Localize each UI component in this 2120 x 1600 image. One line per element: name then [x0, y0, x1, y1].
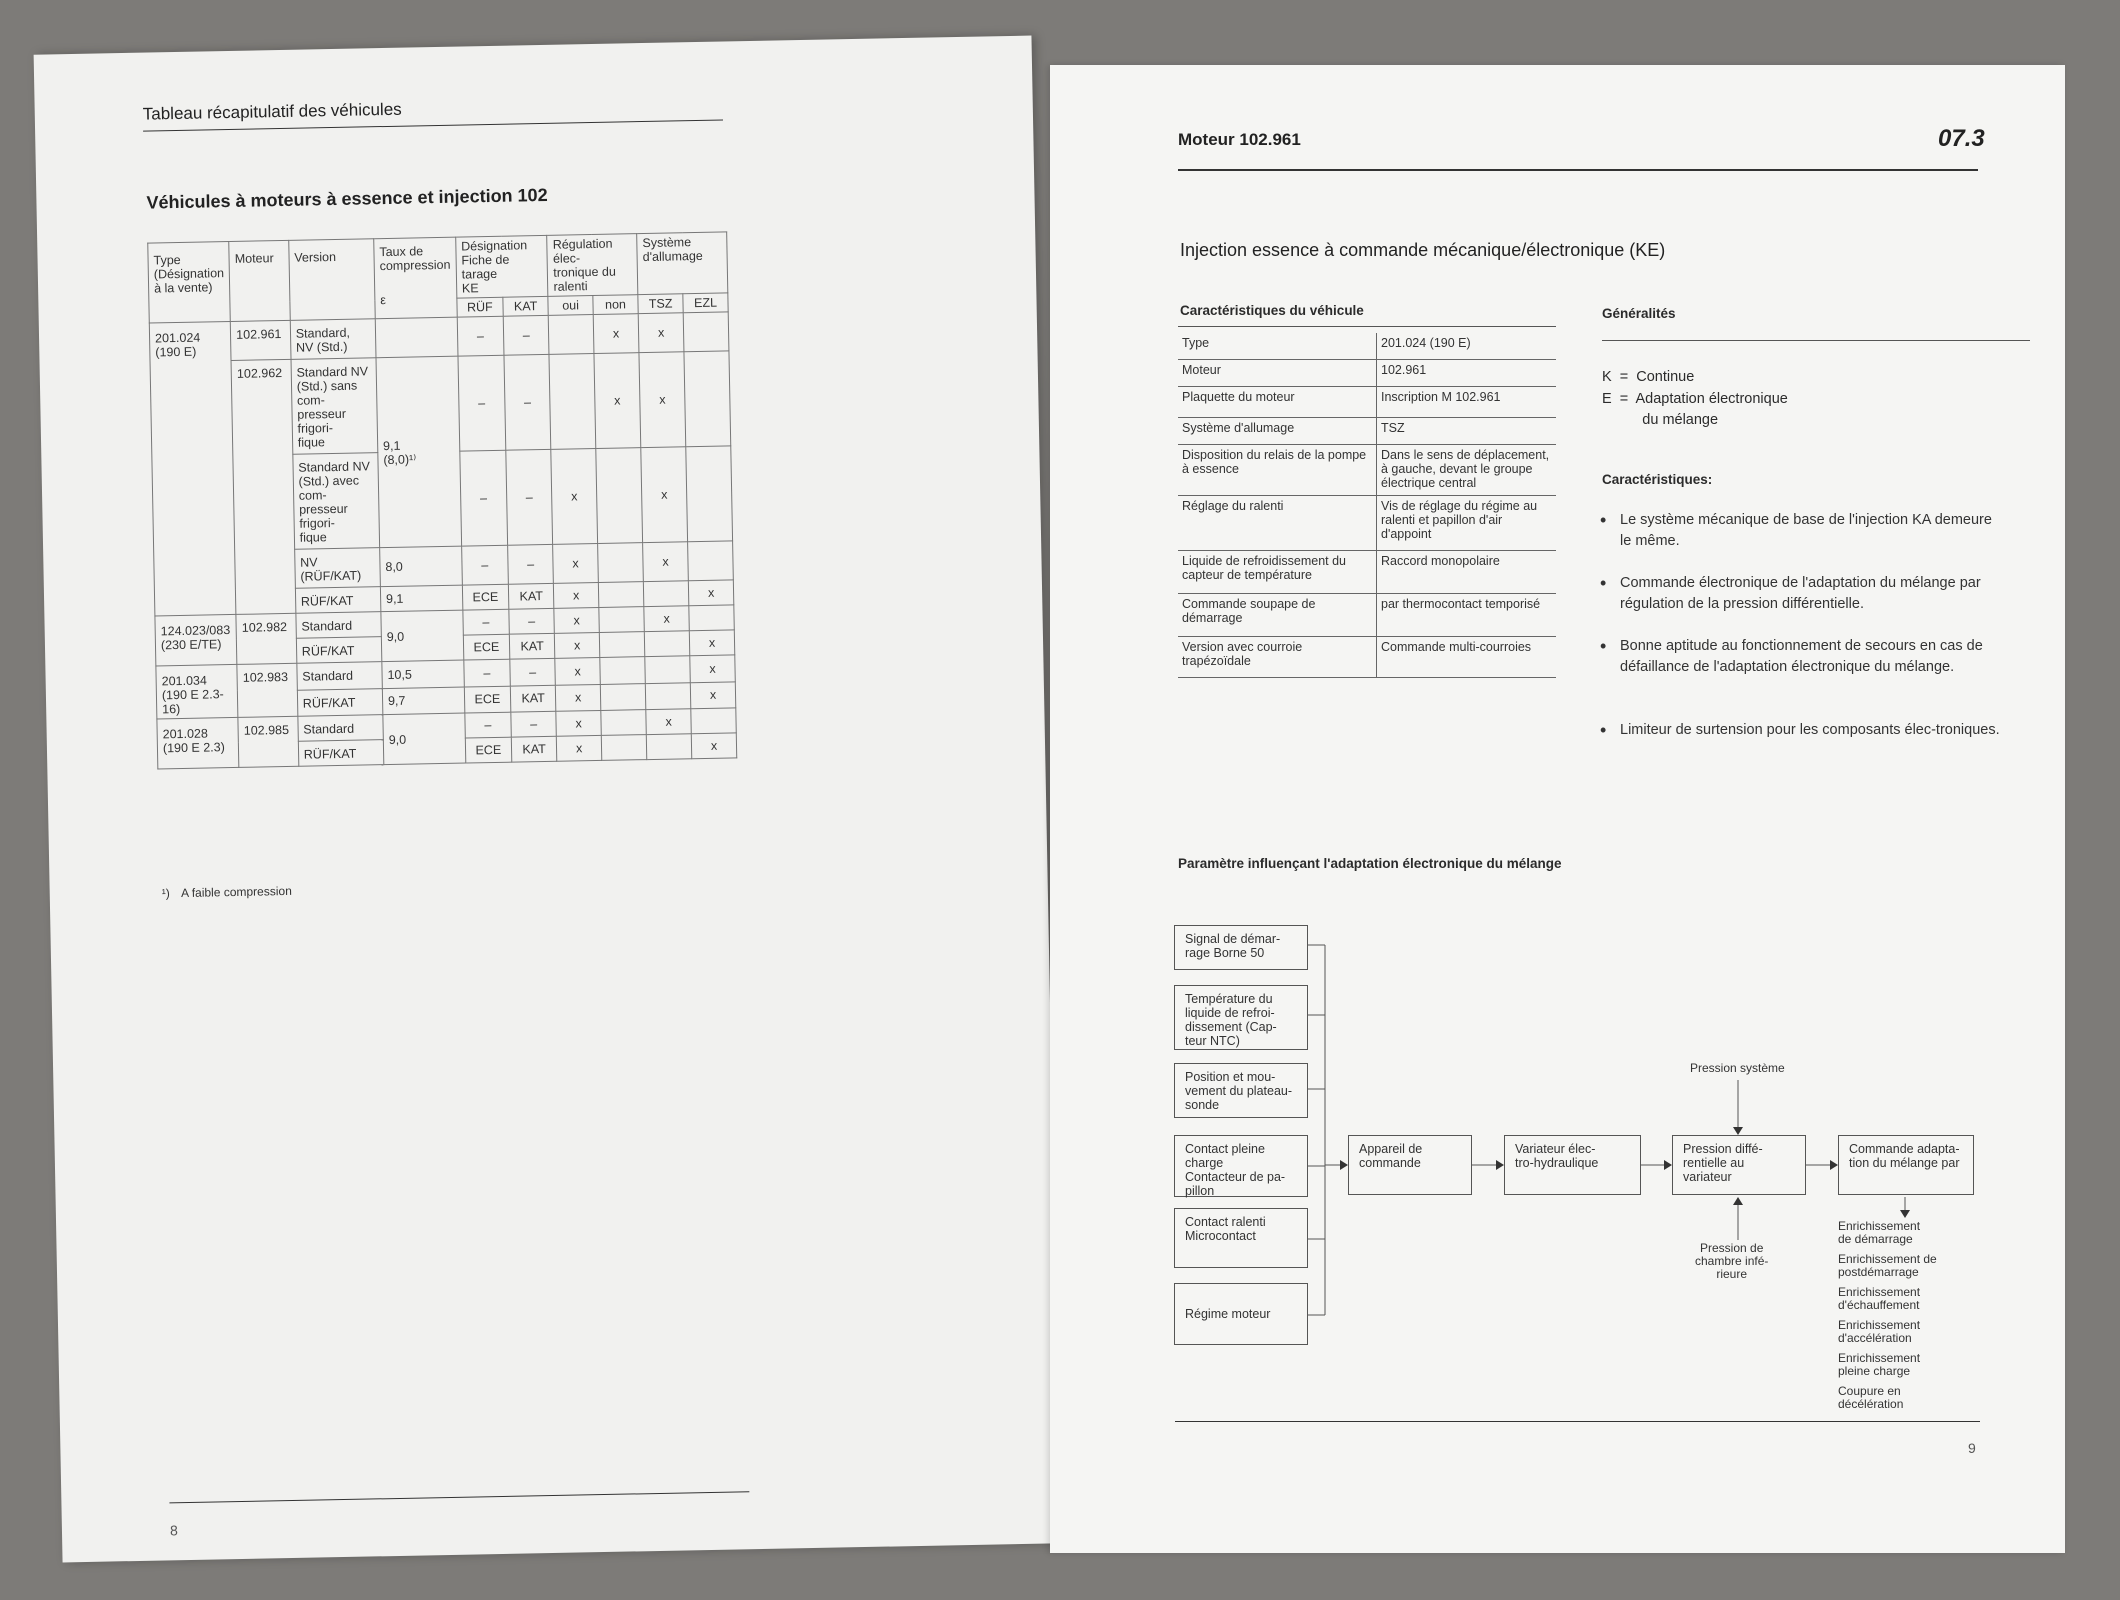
right-header: Moteur 102.961 — [1178, 130, 1301, 149]
char-value: Inscription M 102.961 — [1377, 387, 1557, 418]
cell-type: 201.034 (190 E 2.3-16) — [156, 664, 238, 719]
char-value: Commande multi-courroies — [1377, 637, 1557, 678]
char-key: Moteur — [1178, 360, 1377, 387]
cell-ruf: – — [458, 355, 506, 451]
cell-ruf: – — [463, 609, 510, 635]
right-page — [1050, 65, 2065, 1553]
char-key: Type — [1178, 333, 1377, 360]
output-item: Enrichissement pleine charge — [1838, 1351, 1921, 1378]
char-value: Vis de réglage du régime au ralenti et papillon d'air d'appoint — [1377, 496, 1557, 551]
gen-k: K = Continue — [1602, 369, 1695, 385]
cell-tsz: x — [638, 313, 684, 353]
cell-version: Standard NV (Std.) sans com- presseur frigori- fique — [291, 358, 378, 455]
char-key: Réglage du ralenti — [1178, 496, 1377, 551]
cell-non — [599, 607, 645, 633]
cell-kat: – — [511, 711, 557, 737]
chain-box: Variateur élec- tro-hydraulique — [1504, 1135, 1641, 1195]
cell-kat: – — [506, 449, 553, 545]
cell-non — [597, 543, 643, 583]
input-box: Régime moteur — [1174, 1283, 1308, 1345]
input-box: Température du liquide de refroi- dissement (Cap- teur NTC) — [1174, 985, 1308, 1050]
col-type-header: Type (Désignation à la vente) — [148, 242, 231, 324]
cell-tsz — [643, 581, 688, 607]
col-version-header: Version — [288, 239, 375, 321]
cell-taux: 9,0 — [381, 610, 464, 662]
char-key: Liquide de refroidissement du capteur de température — [1178, 551, 1377, 594]
cell-taux: 10,5 — [382, 660, 464, 688]
cell-kat: KAT — [508, 583, 554, 609]
left-page-number: 8 — [169, 1522, 178, 1539]
bullet-dot: • — [1600, 510, 1607, 530]
output-item: Enrichissement de démarrage — [1838, 1219, 1921, 1246]
right-footer-rule — [1175, 1421, 1980, 1422]
cell-oui: x — [555, 657, 600, 684]
cell-oui: x — [553, 543, 598, 583]
cell-version: Standard — [298, 715, 384, 742]
col-tsz-header: TSZ — [638, 294, 683, 314]
cell-non — [601, 710, 647, 736]
cell-kat: – — [504, 354, 551, 450]
input-box: Contact ralenti Microcontact — [1174, 1208, 1308, 1268]
cell-kat: KAT — [509, 633, 555, 659]
cell-motor: 102.982 — [236, 613, 296, 664]
cell-motor: 102.985 — [238, 716, 298, 767]
bullet-dot: • — [1600, 636, 1607, 656]
table-row — [150, 351, 731, 457]
col-desig-header: Désignation Fiche de tarage KE — [455, 235, 548, 298]
pression-systeme: Pression système — [1690, 1061, 1785, 1075]
cell-non — [596, 448, 643, 544]
cell-ezl: x — [690, 655, 735, 682]
cell-version: RÜF/KAT — [297, 688, 383, 716]
char-key: Système d'allumage — [1178, 418, 1377, 445]
cell-non: x — [594, 353, 641, 449]
vehicle-table-body — [149, 312, 736, 769]
vehicle-table — [147, 231, 737, 769]
output-item: Coupure en décélération — [1838, 1384, 1904, 1411]
char-key: Commande soupape de démarrage — [1178, 594, 1377, 637]
cell-kat: – — [503, 315, 549, 355]
bullet-text: Le système mécanique de base de l'injection KA demeure le même. — [1620, 512, 1992, 549]
cell-kat: KAT — [510, 685, 556, 712]
cell-tsz — [645, 682, 691, 709]
bullet-dot: • — [1600, 573, 1607, 593]
cell-tsz: x — [641, 447, 688, 543]
cell-taux: 9,7 — [382, 687, 464, 715]
input-box: Position et mou- vement du plateau- sonde — [1174, 1063, 1308, 1118]
char-key: Version avec courroie trapézoïdale — [1178, 637, 1377, 678]
right-title: Injection essence à commande mécanique/électronique (KE) — [1180, 240, 1666, 260]
cell-oui: x — [556, 684, 601, 711]
chain-box: Appareil de commande — [1348, 1135, 1472, 1195]
output-item: Enrichissement de postdémarrage — [1838, 1252, 1937, 1279]
cell-version: Standard, NV (Std.) — [290, 319, 376, 360]
cell-taux: 9,1 (8,0)¹⁾ — [376, 356, 462, 548]
cell-taux — [375, 317, 458, 358]
cell-oui: x — [556, 710, 601, 736]
carac-title: Caractéristiques: — [1602, 472, 1713, 487]
cell-version: Standard NV (Std.) avec com- presseur frigori- fique — [293, 453, 380, 550]
cell-ruf: ECE — [463, 634, 510, 660]
cell-ezl — [689, 605, 734, 631]
cell-ezl: x — [689, 630, 734, 656]
cell-non: x — [593, 314, 639, 354]
char-title: Caractéristiques du véhicule — [1180, 303, 1364, 318]
cell-type: 201.028 (190 E 2.3) — [157, 717, 239, 769]
char-value: 102.961 — [1377, 360, 1557, 387]
cell-version: RÜF/KAT — [298, 740, 384, 767]
cell-kat: – — [510, 658, 556, 685]
cell-tsz: x — [644, 606, 689, 632]
col-motor-header: Moteur — [229, 240, 290, 321]
char-key: Plaquette du moteur — [1178, 387, 1377, 418]
cell-tsz — [646, 734, 691, 760]
char-value: Raccord monopolaire — [1377, 551, 1557, 594]
cell-ruf: – — [461, 545, 508, 585]
cell-version: Standard — [297, 662, 383, 690]
bullet-text: Bonne aptitude au fonctionnement de secours en cas de défaillance de l'adaptation électronique du mélange. — [1620, 638, 1983, 675]
cell-taux: 8,0 — [380, 546, 463, 587]
cell-oui: x — [554, 607, 599, 633]
left-header: Tableau récapitulatif des véhicules — [142, 99, 402, 124]
col-sys-header: Système d'allumage — [637, 232, 728, 295]
char-value: 201.024 (190 E) — [1377, 333, 1557, 360]
cell-ruf: ECE — [465, 737, 512, 763]
col-non-header: non — [593, 295, 639, 315]
cell-ruf: – — [464, 659, 511, 686]
pression-chambre: Pression de chambre infé- rieure — [1695, 1241, 1769, 1281]
char-value: Dans le sens de déplacement, à gauche, devant le groupe électrique central — [1377, 445, 1557, 496]
cell-kat: – — [509, 608, 555, 634]
cell-version: Standard — [296, 612, 382, 639]
cell-oui: x — [555, 632, 600, 658]
col-oui-header: oui — [548, 296, 593, 316]
cell-tsz: x — [646, 709, 691, 735]
bullet-text: Commande électronique de l'adaptation du mélange par régulation de la pression différentielle. — [1620, 575, 1981, 612]
char-key: Disposition du relais de la pompe à essence — [1178, 445, 1377, 496]
cell-motor: 102.962 — [231, 359, 295, 614]
left-footer-rule — [169, 1491, 749, 1503]
cell-oui — [549, 354, 595, 450]
col-taux-header — [374, 237, 457, 319]
cell-kat: – — [507, 544, 553, 584]
cell-ruf: – — [465, 712, 512, 738]
cell-type: 201.024 (190 E) — [149, 321, 236, 616]
cell-ruf: – — [457, 316, 504, 356]
cell-ezl — [686, 446, 733, 542]
cell-motor: 102.983 — [237, 663, 298, 717]
cell-version: RÜF/KAT — [295, 587, 381, 614]
cell-oui: x — [554, 582, 599, 608]
cell-oui: x — [551, 449, 597, 545]
col-ruf-header: RÜF — [457, 297, 503, 317]
char-value: par thermocontact temporisé — [1377, 594, 1557, 637]
cell-ruf: – — [460, 450, 508, 546]
col-reg-header: Régulation élec- tronique du ralenti — [547, 234, 638, 297]
cell-tsz — [645, 656, 691, 683]
footnote-text: A faible compression — [180, 883, 292, 901]
taux-label: Taux de compression — [379, 244, 451, 274]
cell-non — [598, 582, 644, 608]
input-box: Signal de démar- rage Borne 50 — [1174, 925, 1308, 970]
cell-tsz: x — [639, 352, 686, 448]
epsilon-label: ε — [380, 293, 387, 308]
cell-ezl: x — [688, 580, 733, 606]
cell-ruf: ECE — [464, 686, 511, 713]
chain-box: Commande adapta- tion du mélange par — [1838, 1135, 1974, 1195]
right-page-number: 9 — [1968, 1440, 1976, 1456]
gen-title: Généralités — [1602, 306, 1676, 321]
cell-ezl — [683, 312, 729, 352]
input-box: Contact pleine charge Contacteur de pa- pillon — [1174, 1135, 1308, 1197]
bullet-dot: • — [1600, 720, 1607, 740]
cell-non — [601, 735, 647, 761]
cell-version: RÜF/KAT — [296, 637, 382, 664]
char-value: TSZ — [1377, 418, 1557, 445]
cell-oui — [549, 315, 594, 355]
cell-ezl: x — [691, 733, 736, 759]
cell-ezl — [691, 708, 736, 734]
gen-e: E = Adaptation électronique du mélange — [1602, 391, 1788, 428]
cell-ezl: x — [690, 681, 735, 708]
cell-tsz: x — [643, 542, 689, 582]
cell-taux: 9,1 — [380, 585, 462, 612]
col-kat-header: KAT — [503, 296, 549, 316]
left-page — [34, 36, 1061, 1563]
cell-tsz — [644, 631, 689, 657]
left-title: Véhicules à moteurs à essence et injection 102 — [146, 184, 548, 213]
cell-taux: 9,0 — [383, 713, 466, 765]
section-number: 07.3 — [1938, 125, 1985, 152]
cell-motor: 102.961 — [230, 320, 290, 360]
cell-kat: KAT — [511, 736, 557, 762]
cell-non — [599, 632, 645, 658]
footnote — [162, 884, 292, 900]
output-item: Enrichissement d'accélération — [1838, 1318, 1921, 1345]
bullet-text: Limiteur de surtension pour les composants élec-troniques. — [1620, 722, 2000, 738]
cell-non — [600, 683, 646, 710]
output-item: Enrichissement d'échauffement — [1838, 1285, 1921, 1312]
col-ezl-header: EZL — [683, 293, 728, 313]
cell-ezl — [684, 351, 731, 447]
cell-ezl — [688, 541, 734, 581]
footnote-mark: ¹) — [161, 886, 170, 901]
cell-ruf: ECE — [462, 584, 509, 610]
chain-box: Pression diffé- rentielle au variateur — [1672, 1135, 1806, 1195]
cell-type: 124.023/083 (230 E/TE) — [155, 614, 237, 666]
cell-non — [600, 657, 646, 684]
cell-version: NV (RÜF/KAT) — [294, 548, 380, 589]
diagram-title: Paramètre influençant l'adaptation électronique du mélange — [1178, 856, 1562, 871]
cell-oui: x — [557, 735, 602, 761]
